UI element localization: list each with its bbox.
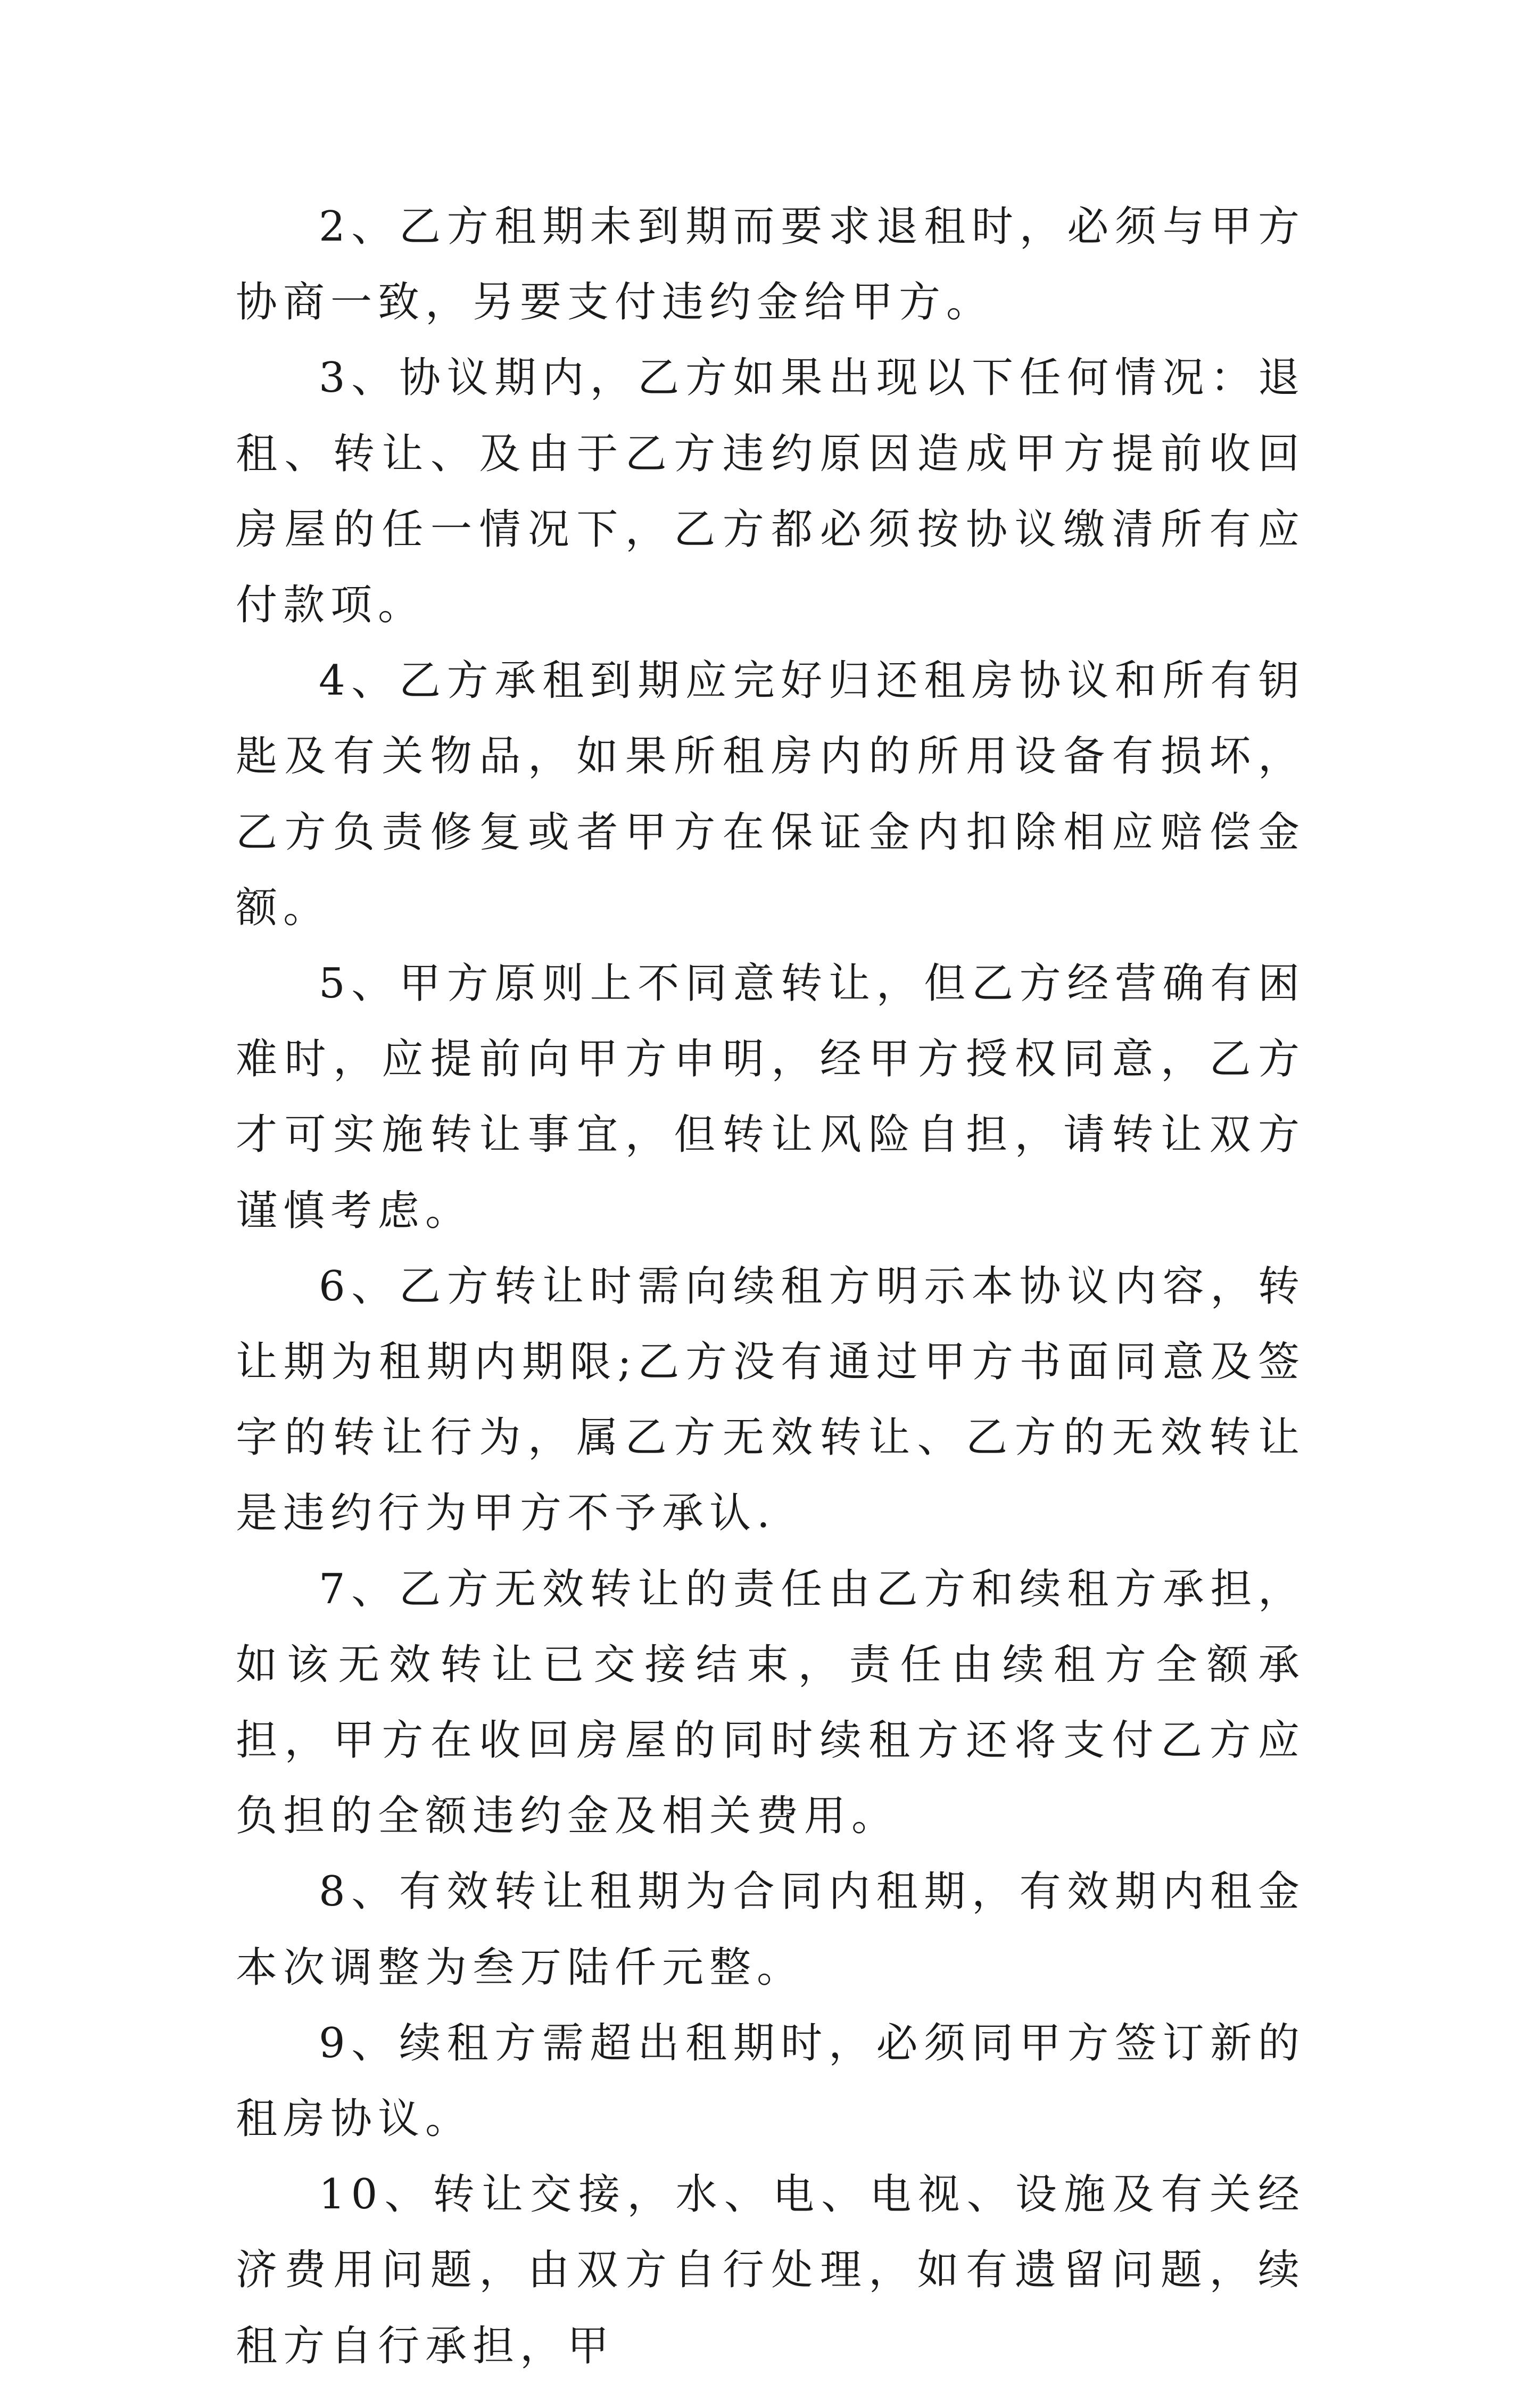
clause-7: 7、乙方无效转让的责任由乙方和续租方承担，如该无效转让已交接结束，责任由续租方全额承担，甲方在收回房屋的同时续租方还将支付乙方应负担的全额违约金及相关费用。 — [236, 1565, 1305, 1841]
clause-2: 2、乙方租期未到期而要求退租时，必须与甲方协商一致，另要支付违约金给甲方。 — [236, 203, 1305, 327]
clause-8: 8、有效转让租期为合同内租期，有效期内租金本次调整为叁万陆仟元整。 — [236, 1868, 1305, 1992]
clause-3: 3、协议期内，乙方如果出现以下任何情况：退租、转让、及由于乙方违约原因造成甲方提前收回房屋的任一情况下，乙方都必须按协议缴清所有应付款项。 — [236, 354, 1305, 630]
document-body — [236, 189, 1305, 2384]
clause-4: 4、乙方承租到期应完好归还租房协议和所有钥匙及有关物品，如果所租房内的所用设备有损坏，乙方负责修复或者甲方在保证金内扣除相应赔偿金额。 — [236, 657, 1305, 932]
clause-6: 6、乙方转让时需向续租方明示本协议内容，转让期为租期内期限;乙方没有通过甲方书面同意及签字的转让行为，属乙方无效转让、乙方的无效转让是违约行为甲方不予承认. — [236, 1262, 1305, 1538]
clause-10: 10、转让交接，水、电、电视、设施及有关经济费用问题，由双方自行处理，如有遗留问题，续租方自行承担，甲 — [236, 2171, 1305, 2370]
clause-9: 9、续租方需超出租期时，必须同甲方签订新的租房协议。 — [236, 2019, 1305, 2143]
clause-5: 5、甲方原则上不同意转让，但乙方经营确有困难时，应提前向甲方申明，经甲方授权同意，乙方才可实施转让事宜，但转让风险自担，请转让双方谨慎考虑。 — [236, 960, 1305, 1235]
